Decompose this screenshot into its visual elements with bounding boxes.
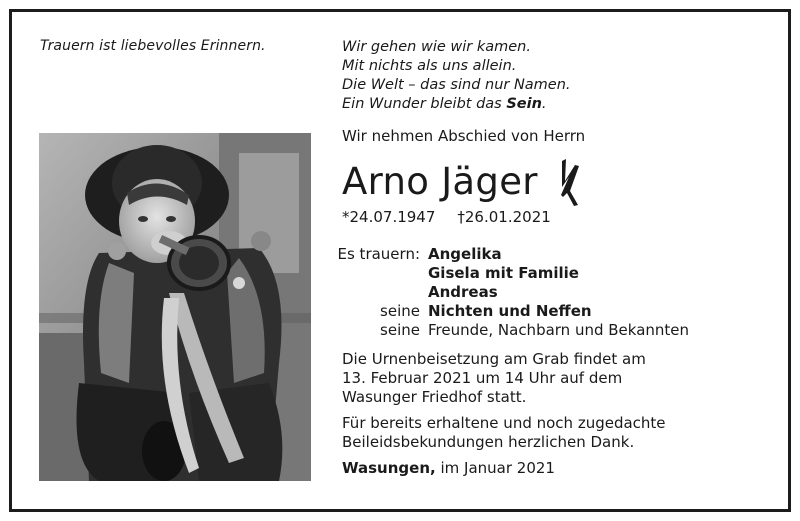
poem-line-4	[342, 95, 571, 114]
death-date: †26.01.2021	[457, 208, 551, 226]
mourners-list	[337, 245, 702, 340]
signature	[342, 459, 555, 477]
poem-line-1: Wir gehen wie wir kamen.	[342, 39, 531, 55]
mourner-name: Nichten und Neffen	[428, 302, 592, 320]
child-with-trumpet-photo	[39, 133, 311, 481]
mourner-row	[342, 321, 702, 340]
mourner-prefix: seine	[380, 321, 420, 339]
farewell-intro: Wir nehmen Abschied von Herrn	[342, 127, 586, 145]
thanks-line-2: Beileidsbekundungen herzlichen Dank.	[342, 433, 635, 451]
thanks-line-1: Für bereits erhaltene und noch zugedachte	[342, 414, 666, 432]
poem-line-4-suffix: .	[541, 96, 547, 112]
mourner-name: Andreas	[428, 283, 498, 301]
mourner-name: Freunde, Nachbarn und Bekannten	[428, 321, 690, 339]
deceased-name: Arno Jäger	[342, 160, 538, 203]
left-quote: Trauern ist liebevolles Erinnern.	[40, 38, 266, 54]
signature-date: im Januar 2021	[435, 459, 555, 477]
birth-date: *24.07.1947	[342, 208, 436, 226]
burial-notice	[342, 350, 646, 407]
mourner-row	[337, 245, 702, 264]
poem-line-4-bold: Sein	[506, 96, 542, 112]
thanks-notice	[342, 414, 666, 452]
poem-line-4-prefix: Ein Wunder bleibt das	[342, 96, 507, 112]
mourner-name: Angelika	[428, 245, 502, 263]
mourner-row	[342, 302, 702, 321]
mourner-row	[342, 264, 702, 283]
signature-place: Wasungen,	[342, 459, 436, 477]
mourners-label: Es trauern:	[337, 245, 420, 263]
mourner-name: Gisela mit Familie	[428, 264, 579, 282]
poem-line-2: Mit nichts als uns allein.	[342, 58, 517, 74]
memorial-photo	[39, 133, 311, 481]
burial-line-1: Die Urnenbeisetzung am Grab findet am	[342, 350, 646, 368]
poem	[342, 38, 571, 114]
mourner-row	[342, 283, 702, 302]
mourner-prefix: seine	[380, 302, 420, 320]
life-rune-icon	[548, 157, 588, 207]
burial-line-3: Wasunger Friedhof statt.	[342, 388, 527, 406]
burial-line-2: 13. Februar 2021 um 14 Uhr auf dem	[342, 369, 623, 387]
life-dates	[342, 208, 573, 226]
poem-line-3: Die Welt – das sind nur Namen.	[342, 77, 571, 93]
